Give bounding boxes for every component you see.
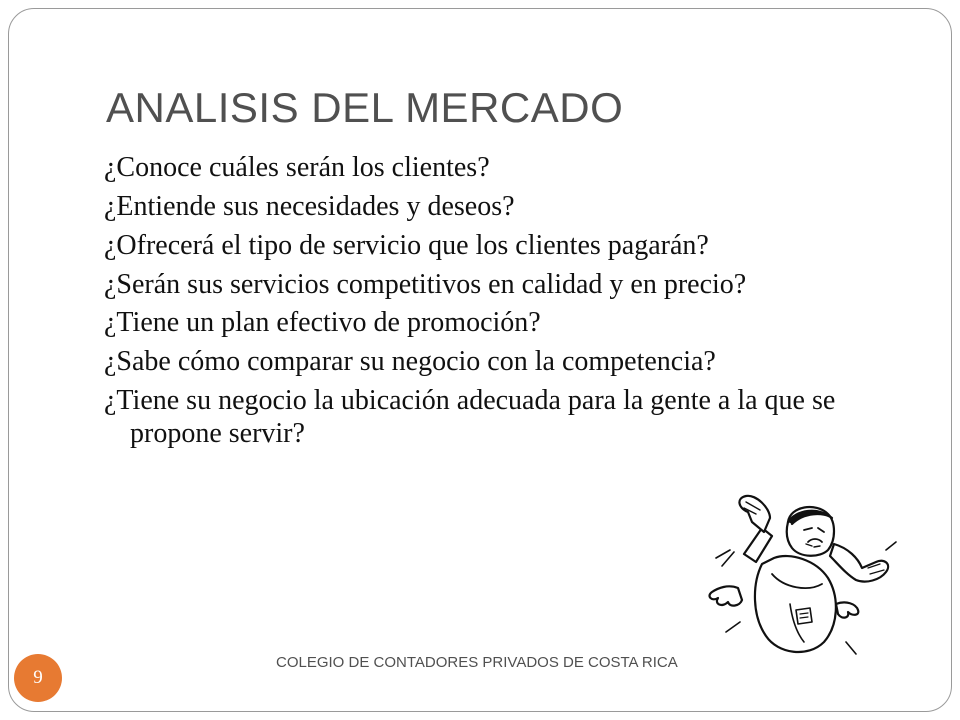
slide-title: ANALISIS DEL MERCADO — [106, 84, 624, 131]
page-number-badge: 9 — [14, 654, 62, 702]
question-item: ¿Sabe cómo comparar su negocio con la competencia? — [104, 346, 716, 378]
question-item: ¿Serán sus servicios competitivos en calidad y en precio? — [104, 268, 747, 300]
question-list — [104, 152, 904, 456]
question-item: ¿Tiene su negocio la ubicación adecuada para la gente a la que se propone servir? — [104, 385, 836, 449]
question-item: ¿Entiende sus necesidades y deseos? — [104, 190, 515, 222]
question-item: ¿Conoce cuáles serán los clientes? — [104, 152, 490, 183]
question-item: ¿Tiene un plan efectivo de promoción? — [104, 307, 541, 339]
question-item: ¿Ofrecerá el tipo de servicio que los clientes pagarán? — [104, 229, 709, 261]
tumbling-man-icon — [700, 492, 900, 664]
footer-text: COLEGIO DE CONTADORES PRIVADOS DE COSTA RICA — [276, 654, 678, 671]
